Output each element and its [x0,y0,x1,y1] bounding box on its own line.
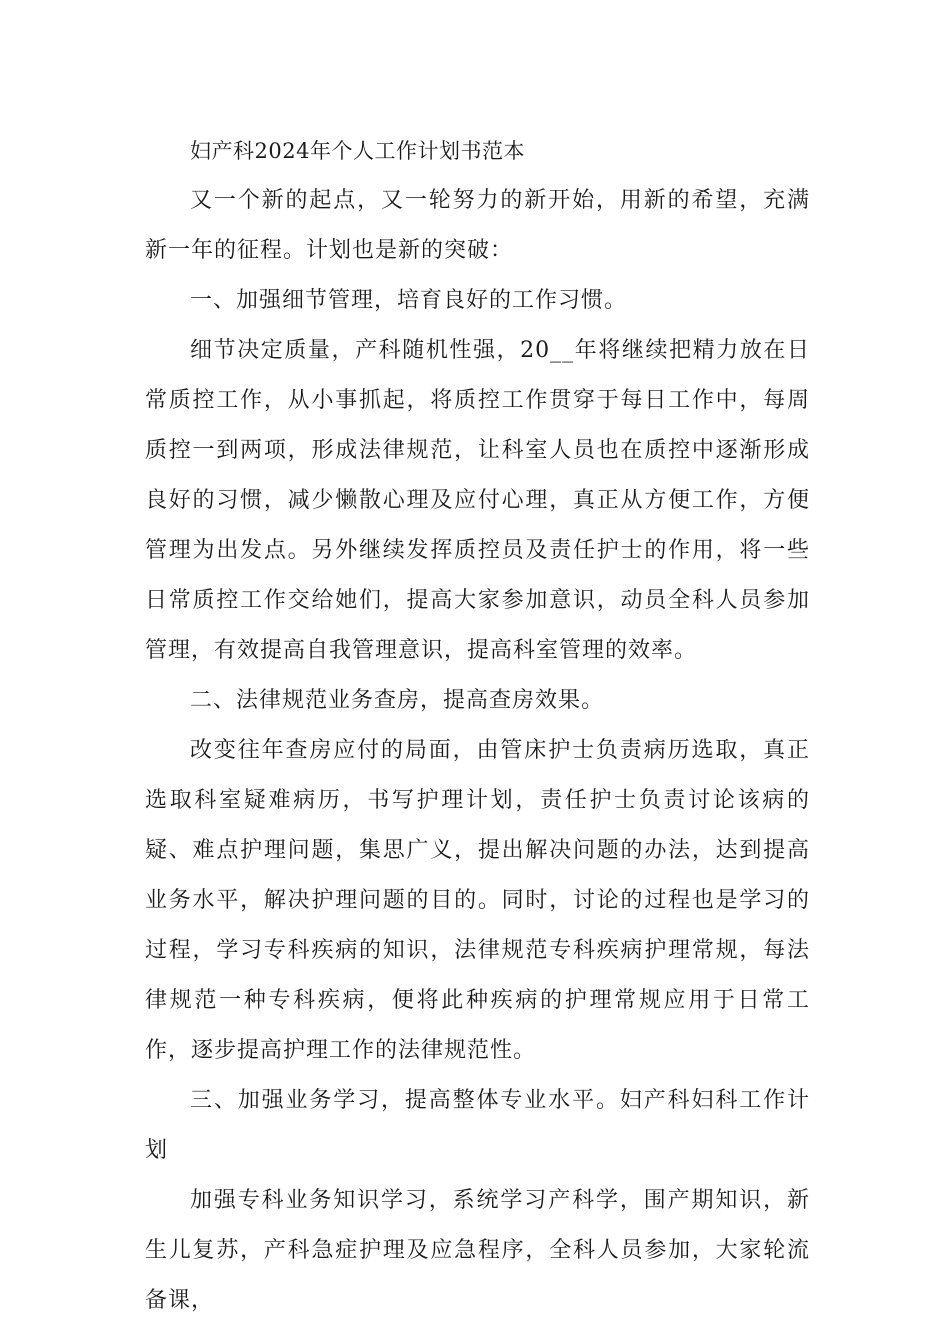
section-body-2: 改变往年查房应付的局面，由管床护士负责病历选取，真正选取科室疑难病历，书写护理计划，责任护士负责讨论该病的疑、难点护理问题，集思广义，提出解决问题的办法，达到提高业务水平，解决护理问题的目的。同时，讨论的过程也是学习的过程，学习专科疾病的知识，法律规范专科疾病护理常规，每法律规范一种专科疾病，便将此种疾病的护理常规应用于日常工作，逐步提高护理工作的法律规范性。 [145,738,810,1063]
intro-paragraph: 又一个新的起点，又一轮努力的新开始，用新的希望，充满新一年的征程。计划也是新的突破： [145,188,810,263]
section-body-3: 加强专科业务知识学习，系统学习产科学，围产期知识，新生儿复苏，产科急症护理及应急程序，全科人员参加，大家轮流备课， [145,1188,810,1313]
section-heading-2: 二、法律规范业务查房，提高查房效果。 [190,688,605,713]
section-heading-1: 一、加强细节管理，培育良好的工作习惯。 [190,288,628,313]
section-body-1: 细节决定质量，产科随机性强，20__年将继续把精力放在日常质控工作，从小事抓起，将质控工作贯穿于每日工作中，每周质控一到两项，形成法律规范，让科室人员也在质控中逐渐形成良好的习惯，减少懒散心理及应付心理，真正从方便工作，方便管理为出发点。另外继续发挥质控员及责任护士的作用，将一些日常质控工作交给她们，提高大家参加意识，动员全科人员参加管理，有效提高自我管理意识，提高科室管理的效率。 [145,338,810,663]
section-heading-3: 三、加强业务学习，提高整体专业水平。妇产科妇科工作计划 [145,1088,810,1163]
document-title: 妇产科2024年个人工作计划书范本 [190,139,525,163]
document-body [145,126,810,1326]
